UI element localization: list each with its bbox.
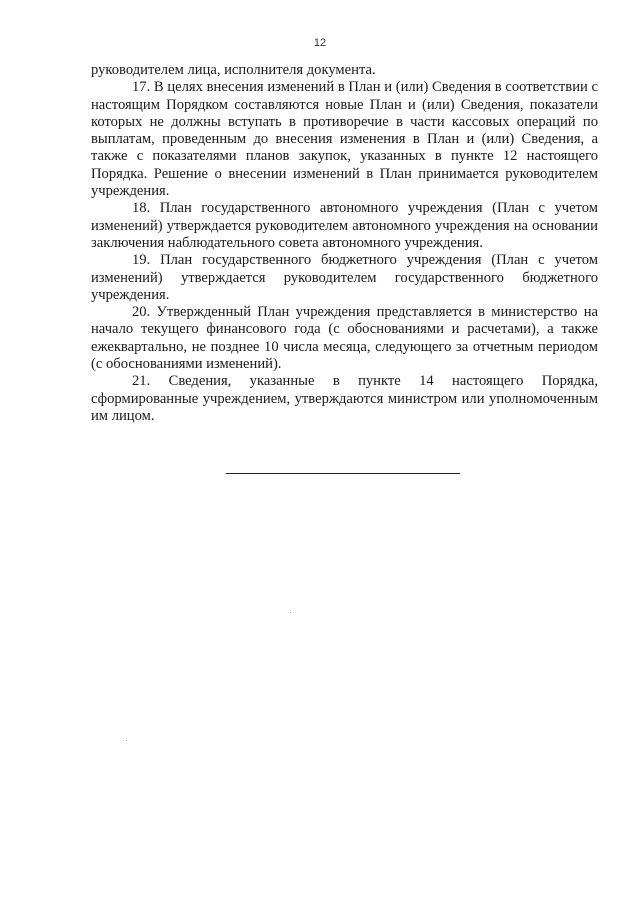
paragraph-21: 21. Сведения, указанные в пункте 14 настоящего Порядка, сформированные учреждением, утверждаются министром или уполномоченным им лицом. <box>91 373 598 424</box>
paragraph-continuation: руководителем лица, исполнителя документа. <box>91 62 376 78</box>
paragraph-20: 20. Утвержденный План учреждения представляется в министерство на начало текущего финансового года (с обоснованиями и расчетами), а также ежеквартально, не позднее 10 числа месяца, следующего за отчетным периодом (с обоснованиями изменений). <box>91 304 598 373</box>
scan-speck <box>290 612 291 613</box>
paragraph-17: 17. В целях внесения изменений в План и (или) Сведения в соответствии с настоящим Порядком составляются новые План и (или) Сведения, показатели которых не должны вступать в противоречие в части кассовых операций по выплатам, проведенным до внесения изменения в План и (или) Сведения, а также с показателями планов закупок, указанных в пункте 12 настоящего Порядка. Решение о внесении изменений в План принимается руководителем учреждения. <box>91 79 598 200</box>
document-body <box>91 62 598 425</box>
scan-speck <box>126 740 127 741</box>
paragraph-18: 18. План государственного автономного учреждения (План с учетом изменений) утверждается руководителем автономного учреждения на основании заключения наблюдательного совета автономного учреждения. <box>91 200 598 251</box>
paragraph-19: 19. План государственного бюджетного учреждения (План с учетом изменений) утверждается руководителем государственного бюджетного учреждения. <box>91 252 598 303</box>
page-number: 12 <box>313 37 327 49</box>
end-separator-line <box>226 473 460 474</box>
